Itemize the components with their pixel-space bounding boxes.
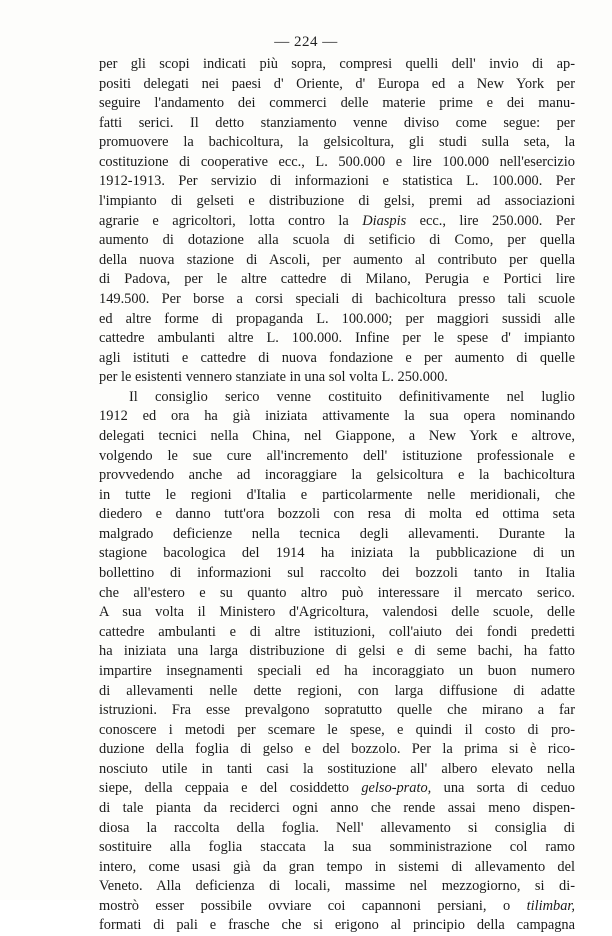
text-line: ha iniziata una larga distribuzione di gelsi e di seme bachi, ha fatto bbox=[99, 643, 575, 660]
text-line: promuovere la bachicoltura, la gelsicoltura, gli studi sulla seta, la bbox=[99, 134, 575, 151]
text-line: costituzione di cooperative ecc., L. 500.000 e lire 100.000 nell'esercizio bbox=[99, 153, 575, 170]
text-line: ed altre forme di propaganda L. 100.000; per maggiori sussidi alle bbox=[99, 310, 575, 327]
text-segment: agrarie e agricoltori, lotta contro la bbox=[99, 212, 349, 229]
italic-term-diaspis: Diaspis bbox=[362, 212, 407, 229]
text-line: cattedre ambulanti e di altre istituzioni, coll'aiuto dei fondi predetti bbox=[99, 623, 575, 640]
text-line: istruzioni. Fra esse prevalgono sopratutto quelle che mirano a far bbox=[99, 702, 575, 719]
text-segment: una sorta di ceduo bbox=[443, 780, 575, 797]
text-line: diosa la raccolta della foglia. Nell' allevamento si consiglia di bbox=[99, 819, 575, 836]
page-number: — 224 — bbox=[274, 34, 338, 50]
text-line: per gli scopi indicati più sopra, compresi quelli dell' invio di ap- bbox=[99, 56, 575, 72]
italic-term-tilimbar: tilimbar, bbox=[526, 897, 575, 914]
text-line: duzione della foglia di gelso e del bozzolo. Per la prima si è rico- bbox=[99, 741, 575, 758]
text-line: che all'estero e su quanto altro può interessare il mercato serico. bbox=[99, 584, 575, 601]
text-line: per le esistenti vennero stanziate in una sol volta L. 250.000. bbox=[99, 369, 448, 386]
text-line bbox=[99, 779, 575, 799]
text-line: Veneto. Alla deficienza di locali, massime nel mezzogiorno, si di- bbox=[99, 878, 575, 895]
body-text bbox=[99, 55, 575, 936]
text-line: 1912-1913. Per servizio di informazioni e statistica L. 100.000. Per bbox=[99, 173, 575, 190]
text-segment: ecc., lire 250.000. Per bbox=[419, 212, 575, 229]
text-line: agli istituti e cattedre di nuova fondazione e per aumento di quelle bbox=[99, 349, 575, 366]
text-line: volgendo le sue cure all'incremento dell' istituzione professionale e bbox=[99, 447, 575, 464]
text-line: di allevamenti nelle dette regioni, con larga diffusione di adatte bbox=[99, 682, 575, 699]
text-line: di tale pianta da reciderci ogni anno che rende assai meno dispen- bbox=[99, 799, 575, 816]
text-line: cattedre ambulanti altre L. 100.000. Infine per le spese d' impianto bbox=[99, 330, 575, 347]
text-line: formati di pali e frasche che si erigono al principio della campagna bbox=[99, 917, 575, 934]
text-line: malgrado deficienze nella tecnica degli allevamenti. Durante la bbox=[99, 525, 575, 542]
text-line: Il consiglio serico venne costituito definitivamente nel luglio bbox=[129, 388, 575, 405]
text-line: positi delegati nei paesi d' Oriente, d' Europa ed a New York per bbox=[99, 75, 575, 92]
text-line: A sua volta il Ministero d'Agricoltura, valendosi delle scuole, delle bbox=[99, 604, 575, 621]
text-line: l'impianto di gelseti e distribuzione di gelsi, premi ad associazioni bbox=[99, 193, 575, 210]
text-line: fatti serici. Il detto stanziamento venne diviso come segue: per bbox=[99, 114, 575, 131]
text-line: delegati tecnici nella China, nel Giappone, a New York e altrove, bbox=[99, 427, 575, 444]
text-line: stagione bacologica del 1914 ha iniziata la pubblicazione di un bbox=[99, 545, 575, 562]
text-segment: mostrò esser possibile ovviare coi capannoni persiani, o bbox=[99, 897, 511, 914]
text-line: diedero e danno tutt'ora bozzoli con resa di molta ed ottima seta bbox=[99, 506, 575, 523]
text-line: sostituire alla foglia staccata la sua somministrazione col ramo bbox=[99, 839, 575, 856]
text-line bbox=[99, 212, 575, 232]
text-line: impartire insegnamenti speciali ed ha incoraggiato un buon numero bbox=[99, 662, 575, 679]
text-line: intero, come usasi già da gran tempo in sistemi di allevamento del bbox=[99, 858, 575, 875]
text-line: conoscere i metodi per scemare le spese, e quindi il costo di pro- bbox=[99, 721, 575, 738]
text-line: provvedendo anche ad incoraggiare la gelsicoltura e la bachicoltura bbox=[99, 467, 575, 484]
text-line: 149.500. Per borse a corsi speciali di bachicoltura presso tali scuole bbox=[99, 290, 575, 307]
text-line: in tutte le regioni d'Italia e particolarmente nelle meridionali, che bbox=[99, 486, 575, 503]
text-line: della nuova stazione di Ascoli, per aumento al contributo per quella bbox=[99, 251, 575, 268]
text-line: bollettino di informazioni sul raccolto dei bozzoli tanto in Italia bbox=[99, 565, 575, 582]
text-line: di Padova, per le altre cattedre di Milano, Perugia e Portici lire bbox=[99, 271, 575, 288]
italic-term-gelso-prato: gelso-prato, bbox=[361, 780, 432, 797]
text-line: aumento di dotazione alla scuola di setificio di Como, per quella bbox=[99, 232, 575, 249]
text-line: seguire l'andamento dei commerci delle materie prime e dei manu- bbox=[99, 95, 575, 112]
text-segment: siepe, della ceppaia e del cosiddetto bbox=[99, 780, 349, 797]
text-line: 1912 ed ora ha già iniziata attivamente la sua opera nominando bbox=[99, 408, 575, 425]
text-line: nosciuto utile in tanti casi la sostituzione all' albero elevato nella bbox=[99, 760, 575, 777]
